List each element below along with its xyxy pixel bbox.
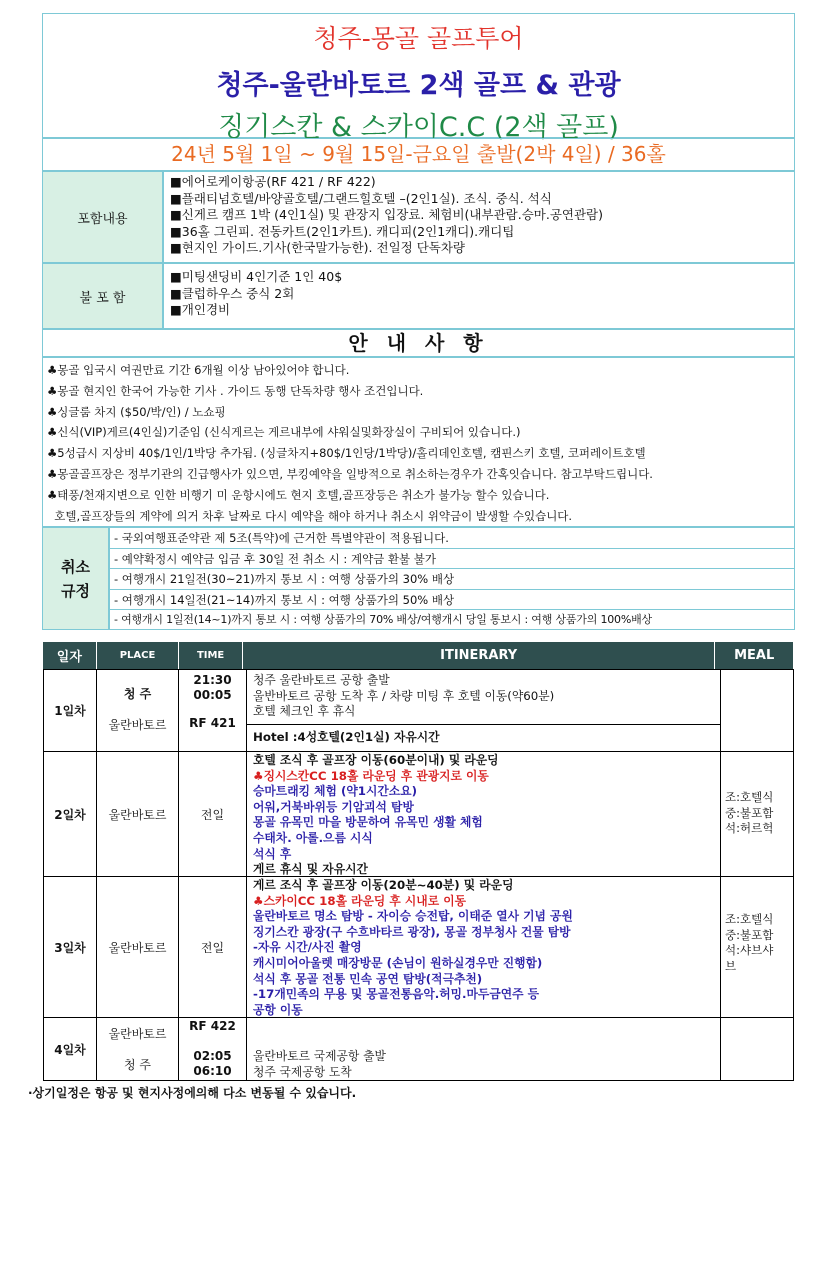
cancel-label-1: 취소 bbox=[61, 557, 90, 576]
itinerary-line: 청주 국제공항 도착 bbox=[253, 1064, 352, 1079]
day3-place: 울란바토르 bbox=[108, 941, 167, 955]
note-item: ♣태풍/천재지변으로 인한 비행기 미 운항시에도 현지 호텔,골프장등은 취소가 불가능 할수 있습니다. bbox=[47, 487, 550, 502]
includes-list bbox=[163, 171, 795, 263]
note-item: 호텔,골프장들의 계약에 의거 차후 날짜로 다시 예약을 해야 하거나 취소시 위약금이 발생할 수있습니다. bbox=[47, 508, 573, 523]
meal-line: 중:불포함 bbox=[725, 805, 774, 820]
grid-line bbox=[793, 669, 794, 1081]
note-item: ♣몽골골프장은 정부기관의 긴급행사가 있으면, 부킹예약을 일방적으로 취소하는경우가 간혹잇습니다. 참고부탁드립니다. bbox=[47, 466, 653, 481]
day2-label: 2일차 bbox=[54, 807, 86, 822]
day3-meal bbox=[721, 912, 793, 974]
itinerary-header-row bbox=[43, 642, 793, 669]
list-item: ■신게르 캠프 1박 (4인1실) 및 관장지 입장료. 체험비(내부관람.승마.공연관람) bbox=[170, 207, 604, 223]
day2-meal bbox=[721, 790, 793, 837]
day4-place-dest: 청 주 bbox=[124, 1058, 151, 1072]
guide-title: 안 내 사 항 bbox=[42, 329, 795, 357]
col-itinerary: ITINERARY bbox=[243, 642, 715, 669]
day3-label: 3일차 bbox=[54, 940, 86, 955]
note-item: ♣몽골 입국시 여권만료 기간 6개월 이상 남아있어야 합니다. bbox=[47, 363, 350, 377]
cancel-row: - 국외여행표준약관 제 5조(특약)에 근거한 특별약관이 적용됩니다. bbox=[110, 528, 794, 549]
list-item: ■미팅샌딩비 4인기준 1인 40$ bbox=[170, 269, 343, 284]
itinerary-line: 석식 후 몽골 전통 민속 공연 탐방(적극추천) bbox=[253, 971, 483, 986]
itinerary-line: 호텔 조식 후 골프장 이동(60분이내) 및 라운딩 bbox=[253, 753, 499, 767]
meal-line: 조:호텔식 bbox=[725, 790, 774, 804]
day2-itinerary bbox=[247, 752, 720, 879]
day3-time: 전일 bbox=[200, 941, 225, 955]
excludes-list bbox=[163, 263, 795, 329]
list-item: ■클럽하우스 중식 2회 bbox=[170, 285, 295, 301]
day4-time-depart: 02:05 bbox=[193, 1049, 232, 1063]
day1-time-arrive: 00:05 bbox=[193, 688, 232, 702]
col-place: PLACE bbox=[97, 642, 180, 669]
itinerary-line: 울반바토르 공항 도착 후 / 차량 미팅 후 호텔 이동(약60분) bbox=[253, 688, 555, 703]
list-item: ■36홀 그린피. 전동카트(2인1카트). 캐디피(2인1캐디).캐디팁 bbox=[170, 223, 515, 239]
cancel-row: - 여행개시 1일전(14~1)까지 통보 시 : 여행 상품가의 70% 배상/여행개시 당일 통보시 : 여행 상품가의 100%배상 bbox=[114, 613, 652, 627]
itinerary-line: 어워,거북바위등 기암괴석 탐방 bbox=[253, 799, 414, 814]
footnote: ·상기일정은 항공 및 현지사정에의해 다소 변동될 수 있습니다. bbox=[28, 1086, 357, 1100]
golf-courses-title: 징기스칸 & 스카이C.C (2색 골프) bbox=[218, 112, 619, 143]
meal-line: 중:불포함 bbox=[725, 927, 774, 942]
excludes-label: 불 포 함 bbox=[42, 263, 163, 329]
itinerary-line: 공항 이동 bbox=[253, 1002, 303, 1017]
day3-itinerary bbox=[247, 877, 720, 1019]
day4-flight: RF 422 bbox=[189, 1019, 236, 1033]
itinerary-line: 게르 휴식 및 자유시간 bbox=[253, 862, 368, 877]
itinerary-line: -자유 시간/사진 촬영 bbox=[253, 940, 362, 955]
day1-place-dest: 울란바토르 bbox=[108, 718, 167, 732]
day4-place-origin: 울란바토르 bbox=[108, 1027, 167, 1041]
day1-label: 1일차 bbox=[54, 704, 86, 718]
col-time: TIME bbox=[179, 642, 243, 669]
col-day: 일자 bbox=[43, 642, 97, 669]
day4-label: 4일차 bbox=[54, 1042, 86, 1057]
list-item: ■에어로케이항공(RF 421 / RF 422) bbox=[170, 174, 376, 189]
day1-time-depart: 21:30 bbox=[193, 673, 232, 687]
itinerary-line: 석식 후 bbox=[253, 846, 292, 861]
list-item: ■개인경비 bbox=[170, 302, 231, 318]
includes-label: 포함내용 bbox=[42, 171, 163, 263]
day2-time: 전일 bbox=[200, 808, 225, 822]
day4-time-arrive: 06:10 bbox=[193, 1064, 232, 1078]
itinerary-line: ♣스카이CC 18홀 라운딩 후 시내로 이동 bbox=[253, 893, 466, 908]
cancel-policy-label bbox=[42, 527, 109, 630]
itinerary-line: 캐시미어아울렛 매장방문 (손님이 원하실경우만 진행함) bbox=[253, 955, 543, 970]
meal-line: 조:호텔식 bbox=[725, 912, 774, 926]
note-item: ♣5성급시 지상비 40$/1인/1박당 추가됨. (싱글차지+80$/1인당/1박당)/홀리데인호텔, 캠핀스키 호텔, 코퍼레이트호텔 bbox=[47, 446, 646, 461]
cancel-row: - 여행개시 14일전(21~14)까지 통보 시 : 여행 상품가의 50% 배상 bbox=[110, 590, 794, 611]
day1-hotel: Hotel :4성호텔(2인1실) 자유시간 bbox=[253, 730, 440, 744]
grid-line bbox=[43, 669, 793, 670]
itinerary-line: 몽골 유목민 마을 방문하여 유목민 생활 체험 bbox=[253, 815, 483, 830]
cancel-row: - 예약확정시 예약금 입금 후 30일 전 취소 시 : 계약금 환불 불가 bbox=[110, 549, 794, 570]
departure-period: 24년 5월 1일 ~ 9월 15일-금요일 출발(2박 4일) / 36홀 bbox=[42, 138, 795, 171]
cancel-label-2: 규정 bbox=[61, 581, 90, 600]
itinerary-line: 게르 조식 후 골프장 이동(20분~40분) 및 라운딩 bbox=[253, 878, 514, 892]
cancel-row: - 여행개시 21일전(30~21)까지 통보 시 : 여행 상품가의 30% 배상 bbox=[110, 569, 794, 590]
day4-itinerary bbox=[247, 1048, 720, 1081]
meal-line: 브 bbox=[725, 958, 737, 973]
tour-subtitle: 청주-울란바토르 2색 골프 & 관광 bbox=[216, 70, 621, 101]
day2-place: 울란바토르 bbox=[108, 808, 167, 822]
meal-line: 석:샤브샤 bbox=[725, 943, 774, 958]
itinerary-line: 청주 울란바토르 공항 출발 bbox=[253, 673, 390, 687]
itinerary-line: -17개민족의 무용 및 몽골전통음악.허밍.마두금연주 등 bbox=[253, 987, 540, 1002]
itinerary-line: 울란바토르 명소 탐방 - 자이승 승전탑, 이태준 열사 기념 공원 bbox=[253, 909, 573, 924]
col-meal: MEAL bbox=[715, 642, 793, 669]
itinerary-line: 수태차. 아롤.으름 시식 bbox=[253, 830, 373, 845]
itinerary-line: ♣징시스칸CC 18홀 라운딩 후 관광지로 이동 bbox=[253, 768, 489, 783]
grid-line bbox=[720, 669, 721, 1081]
grid-line bbox=[247, 724, 720, 725]
day1-place-origin: 청 주 bbox=[123, 687, 152, 701]
list-item: ■플래티넘호텔/바양골호텔/그랜드힐호텔 –(2인1실). 조식. 중식. 석식 bbox=[170, 190, 552, 206]
itinerary-line: 호텔 체크인 후 휴식 bbox=[253, 704, 356, 719]
meal-line: 석:허르헉 bbox=[725, 821, 774, 836]
itinerary-line: 울란바토르 국제공항 출발 bbox=[253, 1049, 386, 1063]
itinerary-line: 징기스칸 광장(구 수흐바타르 광장), 몽골 정부청사 건물 탐방 bbox=[253, 924, 571, 939]
day1-flight: RF 421 bbox=[189, 716, 236, 730]
tour-title: 청주-몽골 골프투어 bbox=[313, 24, 524, 53]
note-item: ♣싱글룸 차지 ($50/박/인) / 노쇼핑 bbox=[47, 404, 226, 419]
list-item: ■현지인 가이드.기사(한국말가능한). 전일정 단독차량 bbox=[170, 240, 466, 256]
title-box bbox=[42, 13, 795, 143]
note-item: ♣신식(VIP)게르(4인실)기준임 (신식게르는 게르내부에 샤워실및화장실이 구비되어 있습니다.) bbox=[47, 425, 521, 440]
day1-itinerary bbox=[247, 672, 720, 721]
note-item: ♣몽골 현지인 한국어 가능한 기사 . 가이드 동행 단독차량 행사 조건입니다. bbox=[47, 383, 424, 398]
itinerary-line: 승마트래킹 체험 (약1시간소요) bbox=[253, 784, 417, 799]
cancel-policy-rows bbox=[109, 527, 795, 630]
guide-notes bbox=[42, 357, 795, 527]
